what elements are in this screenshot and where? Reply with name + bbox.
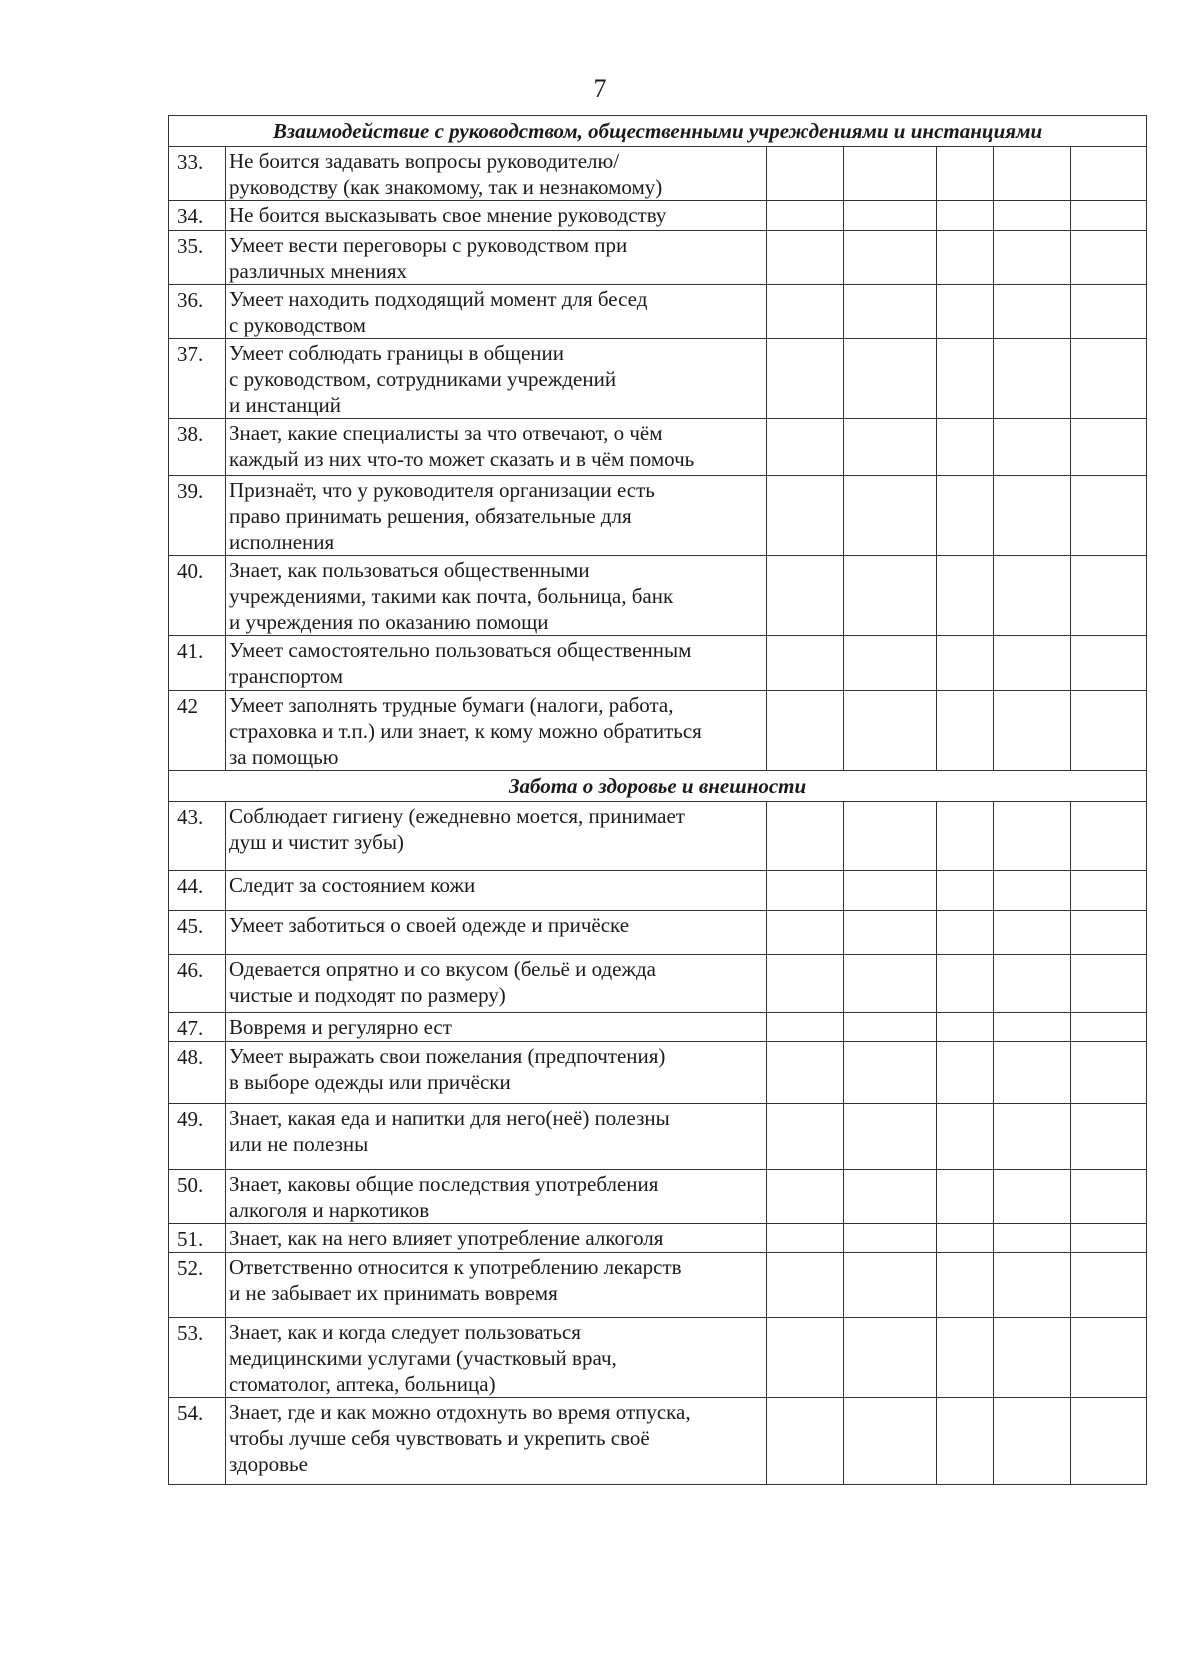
rating-cell[interactable]	[1071, 1170, 1147, 1224]
rating-cell[interactable]	[994, 636, 1071, 691]
rating-cell[interactable]	[937, 871, 994, 911]
rating-cell[interactable]	[767, 147, 844, 201]
item-text-line: за помощью	[229, 745, 339, 769]
rating-cell[interactable]	[767, 955, 844, 1013]
rating-cell[interactable]	[994, 419, 1071, 476]
table-row	[169, 1104, 1147, 1170]
item-number: 52.	[169, 1253, 226, 1318]
rating-cell[interactable]	[937, 147, 994, 201]
rating-cell[interactable]	[844, 147, 937, 201]
item-text-line: каждый из них что-то может сказать и в чём помочь	[229, 447, 695, 471]
table-row	[169, 1398, 1147, 1485]
item-text-line: транспортом	[229, 664, 344, 688]
rating-cell[interactable]	[994, 871, 1071, 911]
item-text	[226, 691, 767, 771]
rating-cell[interactable]	[767, 231, 844, 285]
item-text-line: Знает, каковы общие последствия употребления	[229, 1172, 659, 1196]
rating-cell[interactable]	[844, 871, 937, 911]
table-row	[169, 147, 1147, 201]
table-row	[169, 1224, 1147, 1253]
rating-cell[interactable]	[1071, 476, 1147, 556]
rating-cell[interactable]	[767, 1318, 844, 1398]
rating-cell[interactable]	[767, 911, 844, 955]
rating-cell[interactable]	[994, 231, 1071, 285]
item-text-line: здоровье	[229, 1452, 308, 1476]
rating-cell[interactable]	[1071, 802, 1147, 871]
rating-cell[interactable]	[994, 285, 1071, 339]
item-text-line: медицинскими услугами (участковый врач,	[229, 1346, 617, 1370]
rating-cell[interactable]	[767, 285, 844, 339]
item-number: 40.	[169, 556, 226, 636]
item-text-line: чтобы лучше себя чувствовать и укрепить своё	[229, 1426, 650, 1450]
item-text-line: Знает, как пользоваться общественными	[229, 558, 590, 582]
item-number: 44.	[169, 871, 226, 911]
rating-cell[interactable]	[994, 955, 1071, 1013]
rating-cell[interactable]	[937, 802, 994, 871]
item-number: 53.	[169, 1318, 226, 1398]
item-number: 37.	[169, 339, 226, 419]
item-number: 35.	[169, 231, 226, 285]
rating-cell[interactable]	[994, 1170, 1071, 1224]
item-number: 46.	[169, 955, 226, 1013]
item-text-line: Умеет заботиться о своей одежде и причёске	[229, 913, 630, 937]
item-text	[226, 1042, 767, 1104]
item-text-line: алкоголя и наркотиков	[229, 1198, 430, 1222]
item-text	[226, 419, 767, 476]
section-header-row	[169, 116, 1147, 147]
item-text-line: Одевается опрятно и со вкусом (бельё и одежда	[229, 957, 656, 981]
item-number: 50.	[169, 1170, 226, 1224]
rating-cell[interactable]	[767, 1398, 844, 1485]
item-text	[226, 871, 767, 911]
rating-cell[interactable]	[844, 802, 937, 871]
item-text	[226, 802, 767, 871]
item-text-line: руководству (как знакомому, так и незнакомому)	[229, 175, 663, 199]
rating-cell[interactable]	[937, 285, 994, 339]
item-text	[226, 285, 767, 339]
item-text-line: и не забывает их принимать вовремя	[229, 1281, 558, 1305]
rating-cell[interactable]	[1071, 691, 1147, 771]
rating-cell[interactable]	[994, 1253, 1071, 1318]
rating-cell[interactable]	[767, 802, 844, 871]
rating-cell[interactable]	[937, 231, 994, 285]
rating-cell[interactable]	[767, 1042, 844, 1104]
rating-cell[interactable]	[844, 1318, 937, 1398]
item-text	[226, 955, 767, 1013]
table-row	[169, 802, 1147, 871]
table-row	[169, 1253, 1147, 1318]
rating-cell[interactable]	[1071, 339, 1147, 419]
rating-cell[interactable]	[937, 1042, 994, 1104]
table-row	[169, 556, 1147, 636]
rating-cell[interactable]	[767, 1253, 844, 1318]
rating-cell[interactable]	[844, 1104, 937, 1170]
item-text	[226, 1318, 767, 1398]
rating-cell[interactable]	[1071, 1042, 1147, 1104]
rating-cell[interactable]	[994, 911, 1071, 955]
rating-cell[interactable]	[937, 955, 994, 1013]
item-text-line: различных мнениях	[229, 259, 407, 283]
item-text	[226, 1253, 767, 1318]
rating-cell[interactable]	[767, 1013, 844, 1042]
item-number: 33.	[169, 147, 226, 201]
item-text-line: Не боится задавать вопросы руководителю/	[229, 149, 620, 173]
rating-cell[interactable]	[994, 339, 1071, 419]
rating-cell[interactable]	[767, 1224, 844, 1253]
item-text	[226, 231, 767, 285]
rating-cell[interactable]	[1071, 147, 1147, 201]
rating-cell[interactable]	[844, 201, 937, 231]
rating-cell[interactable]	[1071, 636, 1147, 691]
rating-cell[interactable]	[937, 1170, 994, 1224]
rating-cell[interactable]	[937, 201, 994, 231]
item-number: 39.	[169, 476, 226, 556]
rating-cell[interactable]	[1071, 955, 1147, 1013]
table-row	[169, 1170, 1147, 1224]
rating-cell[interactable]	[1071, 201, 1147, 231]
item-number: 51.	[169, 1224, 226, 1253]
rating-cell[interactable]	[844, 285, 937, 339]
rating-cell[interactable]	[844, 1253, 937, 1318]
rating-cell[interactable]	[937, 1013, 994, 1042]
rating-cell[interactable]	[994, 691, 1071, 771]
item-text-line: Знает, где и как можно отдохнуть во время отпуска,	[229, 1400, 691, 1424]
item-text	[226, 339, 767, 419]
rating-cell[interactable]	[767, 1170, 844, 1224]
rating-cell[interactable]	[844, 1042, 937, 1104]
item-text-line: стоматолог, аптека, больница)	[229, 1372, 496, 1396]
rating-cell[interactable]	[844, 691, 937, 771]
rating-cell[interactable]	[767, 339, 844, 419]
item-text-line: учреждениями, такими как почта, больница, банк	[229, 584, 674, 608]
rating-cell[interactable]	[1071, 1318, 1147, 1398]
rating-cell[interactable]	[994, 1104, 1071, 1170]
rating-cell[interactable]	[844, 1170, 937, 1224]
rating-cell[interactable]	[844, 1398, 937, 1485]
table-row	[169, 911, 1147, 955]
rating-cell[interactable]	[844, 556, 937, 636]
item-text-line: и инстанций	[229, 393, 341, 417]
rating-cell[interactable]	[844, 339, 937, 419]
item-text-line: Ответственно относится к употреблению лекарств	[229, 1255, 682, 1279]
item-text-line: Умеет находить подходящий момент для бесед	[229, 287, 648, 311]
item-text-line: чистые и подходят по размеру)	[229, 983, 506, 1007]
table-body	[169, 116, 1147, 1485]
item-text-line: Не боится высказывать свое мнение руководству	[229, 203, 667, 227]
rating-cell[interactable]	[767, 1104, 844, 1170]
item-text-line: Умеет вести переговоры с руководством при	[229, 233, 628, 257]
rating-cell[interactable]	[937, 1104, 994, 1170]
rating-cell[interactable]	[1071, 419, 1147, 476]
rating-cell[interactable]	[844, 1013, 937, 1042]
table-row	[169, 636, 1147, 691]
item-text	[226, 636, 767, 691]
rating-cell[interactable]	[937, 911, 994, 955]
table-row	[169, 1013, 1147, 1042]
section-title: Взаимодействие с руководством, общественными учреждениями и инстанциями	[169, 116, 1147, 147]
item-text	[226, 556, 767, 636]
item-text-line: Умеет заполнять трудные бумаги (налоги, работа,	[229, 693, 674, 717]
item-text-line: Знает, как на него влияет употребление алкоголя	[229, 1226, 664, 1250]
table-row	[169, 1318, 1147, 1398]
section-header-row	[169, 771, 1147, 802]
rating-cell[interactable]	[937, 339, 994, 419]
item-text-line: или не полезны	[229, 1132, 369, 1156]
rating-cell[interactable]	[767, 476, 844, 556]
table-row	[169, 955, 1147, 1013]
rating-cell[interactable]	[1071, 871, 1147, 911]
rating-cell[interactable]	[1071, 556, 1147, 636]
table-row	[169, 201, 1147, 231]
rating-cell[interactable]	[844, 1224, 937, 1253]
rating-cell[interactable]	[844, 419, 937, 476]
rating-cell[interactable]	[767, 871, 844, 911]
item-text	[226, 201, 767, 231]
rating-cell[interactable]	[994, 201, 1071, 231]
rating-cell[interactable]	[994, 1398, 1071, 1485]
item-text	[226, 1170, 767, 1224]
rating-cell[interactable]	[767, 691, 844, 771]
table-row	[169, 231, 1147, 285]
table-row	[169, 476, 1147, 556]
item-text-line: Вовремя и регулярно ест	[229, 1015, 452, 1039]
table-row	[169, 871, 1147, 911]
rating-cell[interactable]	[844, 231, 937, 285]
rating-cell[interactable]	[937, 556, 994, 636]
item-number: 54.	[169, 1398, 226, 1485]
rating-cell[interactable]	[767, 636, 844, 691]
rating-cell[interactable]	[844, 955, 937, 1013]
rating-cell[interactable]	[844, 636, 937, 691]
item-number: 45.	[169, 911, 226, 955]
rating-cell[interactable]	[1071, 1104, 1147, 1170]
rating-cell[interactable]	[937, 636, 994, 691]
item-number: 42	[169, 691, 226, 771]
rating-cell[interactable]	[937, 1398, 994, 1485]
table-row	[169, 339, 1147, 419]
section-title: Забота о здоровье и внешности	[169, 771, 1147, 802]
rating-cell[interactable]	[767, 419, 844, 476]
item-text-line: Соблюдает гигиену (ежедневно моется, принимает	[229, 804, 685, 828]
item-text-line: Умеет самостоятельно пользоваться общественным	[229, 638, 692, 662]
rating-cell[interactable]	[1071, 1398, 1147, 1485]
rating-cell[interactable]	[994, 1013, 1071, 1042]
rating-cell[interactable]	[1071, 285, 1147, 339]
item-number: 48.	[169, 1042, 226, 1104]
item-text-line: Умеет соблюдать границы в общении	[229, 341, 564, 365]
rating-cell[interactable]	[1071, 1253, 1147, 1318]
item-text-line: страховка и т.п.) или знает, к кому можно обратиться	[229, 719, 702, 743]
item-text-line: в выборе одежды или причёски	[229, 1070, 511, 1094]
rating-cell[interactable]	[767, 556, 844, 636]
item-number: 43.	[169, 802, 226, 871]
table-row	[169, 1042, 1147, 1104]
rating-cell[interactable]	[994, 476, 1071, 556]
rating-cell[interactable]	[1071, 911, 1147, 955]
item-text-line: душ и чистит зубы)	[229, 830, 404, 854]
item-text-line: с руководством	[229, 313, 366, 337]
rating-cell[interactable]	[994, 1224, 1071, 1253]
rating-cell[interactable]	[844, 476, 937, 556]
item-number: 49.	[169, 1104, 226, 1170]
item-number: 36.	[169, 285, 226, 339]
item-number: 47.	[169, 1013, 226, 1042]
rating-cell[interactable]	[1071, 231, 1147, 285]
rating-cell[interactable]	[767, 201, 844, 231]
table-row	[169, 419, 1147, 476]
item-text-line: исполнения	[229, 530, 335, 554]
item-number: 34.	[169, 201, 226, 231]
rating-cell[interactable]	[844, 911, 937, 955]
rating-cell[interactable]	[937, 691, 994, 771]
item-text-line: Знает, как и когда следует пользоваться	[229, 1320, 581, 1344]
item-text-line: Умеет выражать свои пожелания (предпочтения)	[229, 1044, 666, 1068]
item-text	[226, 147, 767, 201]
rating-cell[interactable]	[994, 802, 1071, 871]
item-number: 38.	[169, 419, 226, 476]
item-text-line: право принимать решения, обязательные для	[229, 504, 632, 528]
rating-cell[interactable]	[994, 556, 1071, 636]
rating-cell[interactable]	[937, 1224, 994, 1253]
item-text-line: Признаёт, что у руководителя организации есть	[229, 478, 655, 502]
item-text	[226, 911, 767, 955]
rating-cell[interactable]	[1071, 1013, 1147, 1042]
rating-cell[interactable]	[1071, 1224, 1147, 1253]
page-number: 7	[593, 74, 607, 103]
rating-cell[interactable]	[937, 1318, 994, 1398]
table-row	[169, 285, 1147, 339]
rating-cell[interactable]	[994, 1042, 1071, 1104]
item-text-line: с руководством, сотрудниками учреждений	[229, 367, 617, 391]
item-text	[226, 1224, 767, 1253]
item-text-line: Следит за состоянием кожи	[229, 873, 476, 897]
item-text	[226, 476, 767, 556]
item-text-line: Знает, какие специалисты за что отвечают, о чём	[229, 421, 663, 445]
item-number: 41.	[169, 636, 226, 691]
item-text-line: Знает, какая еда и напитки для него(неё) полезны	[229, 1106, 670, 1130]
item-text	[226, 1013, 767, 1042]
assessment-table	[168, 115, 1147, 1485]
table-row	[169, 691, 1147, 771]
item-text	[226, 1398, 767, 1485]
rating-cell[interactable]	[994, 147, 1071, 201]
rating-cell[interactable]	[937, 476, 994, 556]
item-text	[226, 1104, 767, 1170]
rating-cell[interactable]	[994, 1318, 1071, 1398]
rating-cell[interactable]	[937, 419, 994, 476]
item-text-line: и учреждения по оказанию помощи	[229, 610, 549, 634]
rating-cell[interactable]	[937, 1253, 994, 1318]
